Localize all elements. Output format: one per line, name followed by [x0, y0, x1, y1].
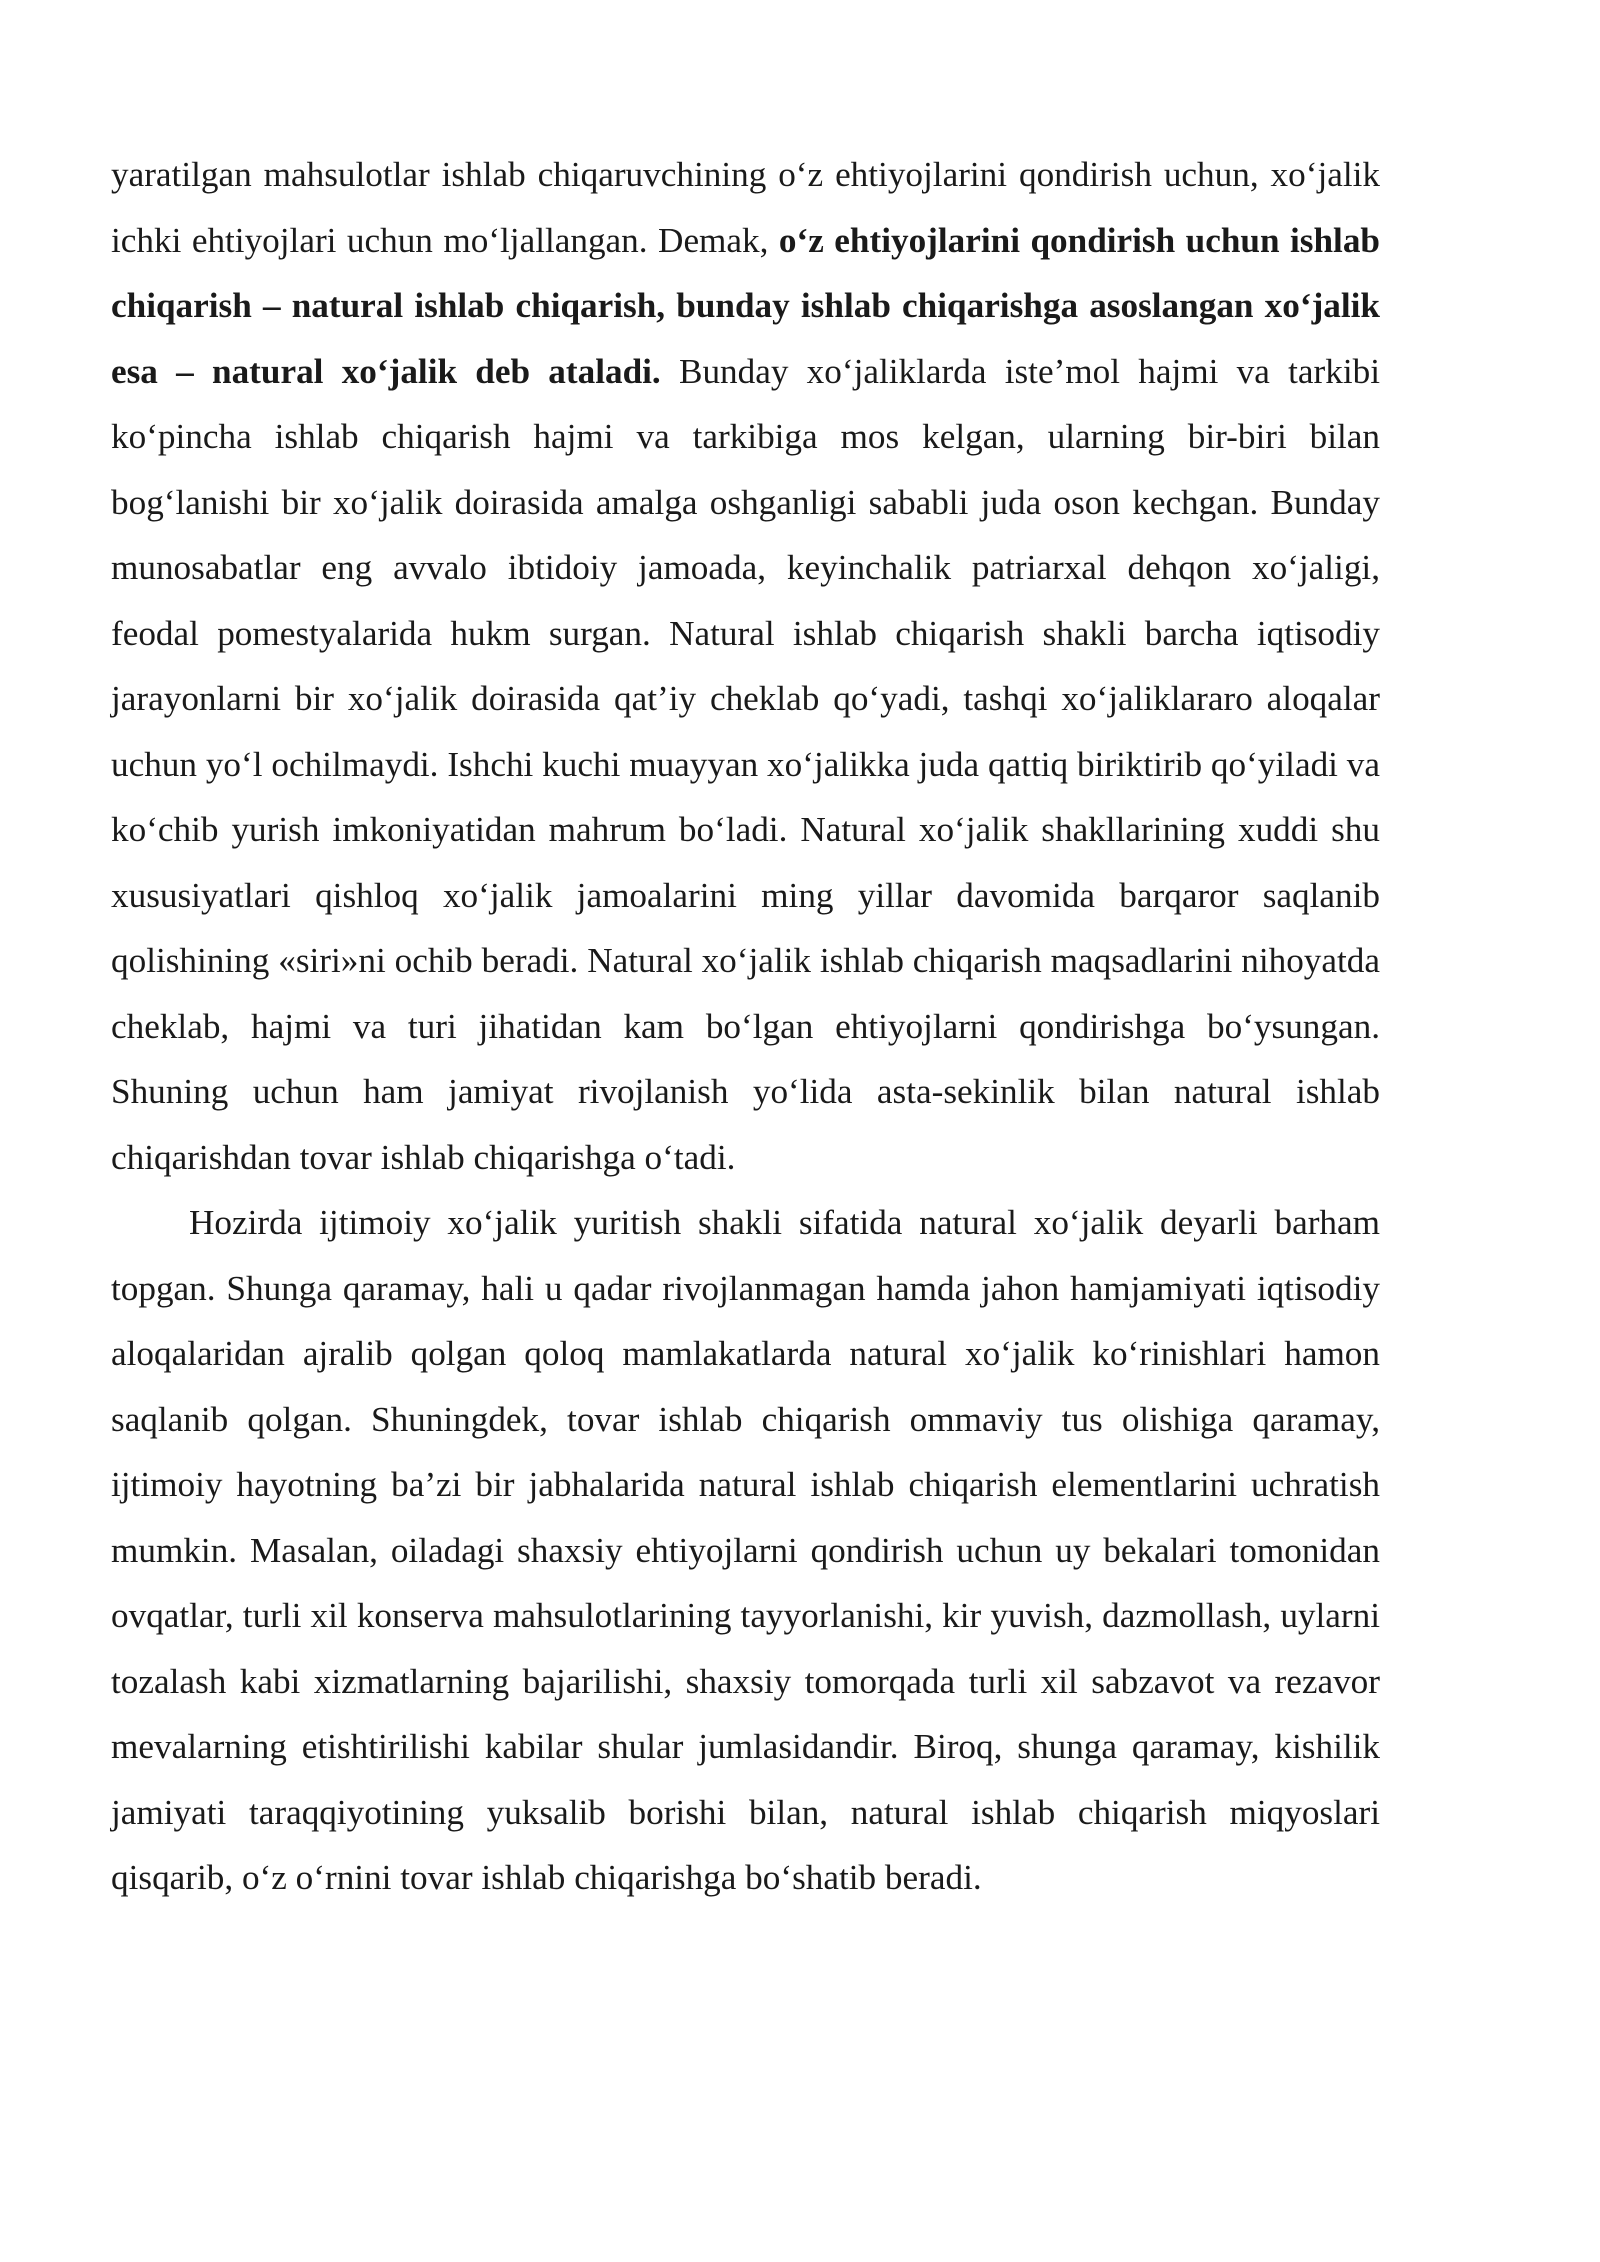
paragraph-1 — [111, 142, 1380, 1190]
paragraph-1-intro: yaratilgan mahsulotlar ishlab chiqaruvchining o‘z ehtiyojlarini qondirish uchun, xo‘jalik ichki ehtiyojlari uchun mo‘ljallangan. Demak, — [111, 155, 1380, 260]
document-body — [111, 142, 1380, 1911]
paragraph-2: Hozirda ijtimoiy xo‘jalik yuritish shakli sifatida natural xo‘jalik deyarli barham topgan. Shunga qaramay, hali u qadar rivojlanmagan hamda jahon hamjamiyati iqtisodiy aloqalaridan ajralib qolgan qoloq mamlakatlarda natural xo‘jalik ko‘rinishlari hamon saqlanib qolgan. Shuningdek, tovar ishlab chiqarish ommaviy tus olishiga qaramay, ijtimoiy hayotning ba’zi bir jabhalarida natural ishlab chiqarish elementlarini uchratish mumkin. Masalan, oiladagi shaxsiy ehtiyojlarni qondirish uchun uy bekalari tomonidan ovqatlar, turli xil konserva mahsulotlarining tayyorlanishi, kir yuvish, dazmollash, uylarni tozalash kabi xizmatlarning bajarilishi, shaxsiy tomorqada turli xil sabzavot va rezavor mevalarning etishtirilishi kabilar shular jumlasidandir. Biroq, shunga qaramay, kishilik jamiyati taraqqiyotining yuksalib borishi bilan, natural ishlab chiqarish miqyoslari qisqarib, o‘z o‘rnini tovar ishlab chiqarishga bo‘shatib beradi. — [111, 1203, 1380, 1897]
definition-bold-text: o‘z ehtiyojlarini qondirish uchun ishlab chiqarish – natural ishlab chiqarish, bunday ishlab chiqarishga asoslangan xo‘jalik esa – natural xo‘jalik deb ataladi. — [111, 220, 1380, 391]
paragraph-1-rest: Bunday xo‘jaliklarda iste’mol hajmi va tarkibi ko‘pincha ishlab chiqarish hajmi va tarkibiga mos kelgan, ularning bir-biri bilan bog‘lanishi bir xo‘jalik doirasida amalga oshganligi sababli juda oson kechgan. Bunday munosabatlar eng avvalo ibtidoiy jamoada, keyinchalik patriarxal dehqon xo‘jaligi, feodal pomestyalarida hukm surgan. Natural ishlab chiqarish shakli barcha iqtisodiy jarayonlarni bir xo‘jalik doirasida qat’iy cheklab qo‘yadi, tashqi xo‘jaliklararo aloqalar uchun yo‘l ochilmaydi. Ishchi kuchi muayyan xo‘jalikka juda qattiq biriktirib qo‘yiladi va ko‘chib yurish imkoniyatidan mahrum bo‘ladi. Natural xo‘jalik shakllarining xuddi shu xususiyatlari qishloq xo‘jalik jamoalarini ming yillar davomida barqaror saqlanib qolishining «siri»ni ochib beradi. Natural xo‘jalik ishlab chiqarish maqsadlarini nihoyatda cheklab, hajmi va turi jihatidan kam bo‘lgan ehtiyojlarni qondirishga bo‘ysungan. Shuning uchun ham jamiyat rivojlanish yo‘lida asta-sekinlik bilan natural ishlab chiqarishdan tovar ishlab chiqarishga o‘tadi. — [111, 351, 1380, 1177]
